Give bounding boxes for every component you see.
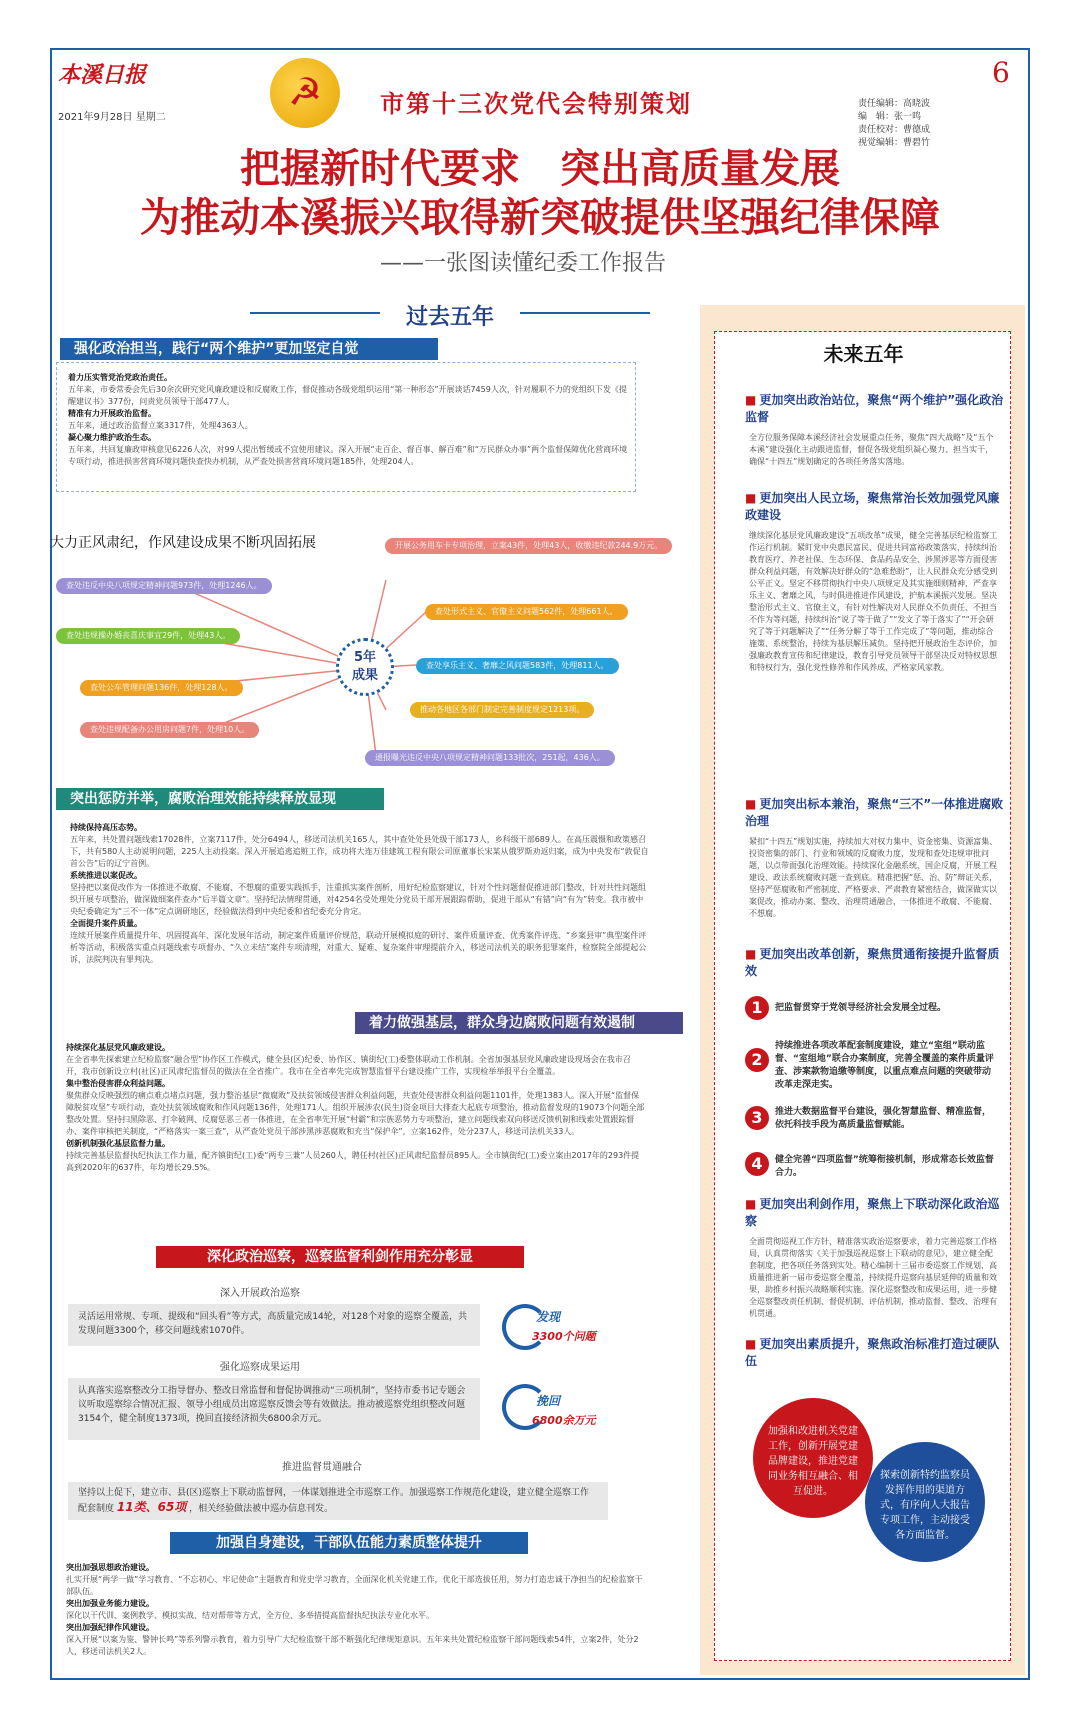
- paragraph: 五年来，共回复廉政审核意见6226人次，对99人提出暂缓或不宜使用建议。深入开展“走百企、督百事、解百难”和“万民群众办事”两个监督保障优化营商环境专项行动，推进损害营商环境问题快查快办机制，从严查处损害营商环境问题185件，处理204人。: [68, 445, 628, 466]
- numbered-text: 推进大数据监督平台建设，强化智慧监督、精准监督，依托科技手段为高质量监督赋能。: [775, 1107, 992, 1130]
- subheadline: ——一张图读懂纪委工作报告: [380, 251, 667, 276]
- stat-value: 3300个问题: [532, 1330, 596, 1343]
- result-pill: 查处违反中央八项规定精神问题973件，处理1246人。: [56, 578, 272, 594]
- section-title-style: 大力正风肃纪，作风建设成果不断巩固拓展: [50, 535, 316, 551]
- section-banner-political: 强化政治担当，践行“两个维护”更加坚定自觉: [60, 338, 438, 360]
- subheading: 突出加强纪律作风建设。: [66, 1623, 154, 1632]
- editor-line: 编 辑：张一鸣: [858, 112, 922, 122]
- subheading: 持续深化基层党风廉政建设。: [66, 1043, 170, 1052]
- special-feature-title: 市第十三次党代会特别策划: [380, 89, 692, 118]
- subheading: 突出加强业务能力建设。: [66, 1599, 154, 1608]
- future-item-body: 全面贯彻巡视工作方针，精准落实政治巡察要求，着力完善巡察工作格局，认真贯彻落实《关于加强巡视巡察上下联动的意见》，建立健全配套制度，把各项任务落到实处。精心编制十三届市委巡察工作规划，高质量推进新一届市委巡察全覆盖，持续提升巡察向基层延伸的质量和效果，助推乡村振兴战略顺利实施。深化巡察整改和成果运用，进一步健全巡察整改责任机制、督促机制、评估机制，推动监督、整改、治理有机贯通。: [749, 1237, 997, 1318]
- paragraph: 五年来，共处置问题线索17028件，立案7117件，处分6494人，移送司法机关165人，其中查处处县处级干部173人，乡科级干部689人。在高压震慑和政策感召下，共有580人主动说明问题，225人主动投案。深入开展追逃追赃工作，成功将大连万佳建筑工程有限公司原董事长宋某从俄罗斯劝返归案，成为中央发布“敦促自首公告”后的辽宁首例。: [70, 835, 649, 868]
- future-item-heading: ■ 更加突出改革创新，聚焦贯通衔接提升监督质效: [745, 946, 1005, 980]
- subheading: 突出加强思想政治建设。: [66, 1563, 154, 1572]
- subheading: 凝心聚力维护政治生态。: [68, 433, 156, 442]
- inspection-subheading: 强化巡察成果运用: [220, 1362, 300, 1373]
- section-banner-anticorruption: 突出惩防并举，腐败治理效能持续释放显现: [56, 788, 384, 810]
- paragraph: ，相关经验做法被中巡办信息刊发。: [189, 1504, 334, 1514]
- five-year-results-hub: [336, 638, 394, 696]
- subheading: 创新机制强化基层监督力量。: [66, 1139, 170, 1148]
- circle-note-supervision: 探索创新特约监察员发挥作用的渠道方式，有序向人大报告专项工作，主动接受各方面监督。: [865, 1442, 985, 1562]
- number-badge: 3: [745, 1106, 769, 1130]
- result-pill: 查处违规配备办公用房问题7件，处理10人。: [80, 722, 259, 738]
- subheading: 精准有力开展政治监督。: [68, 409, 156, 418]
- hub-label: 成果: [351, 668, 378, 683]
- result-pill: 推动各地区各部门制定完善制度规定1213项。: [410, 702, 594, 718]
- hammer-sickle-icon: ☭: [287, 70, 323, 114]
- future-panel-inner: [714, 331, 1011, 1661]
- hub-label: 5年: [353, 650, 377, 665]
- inspection-box: 灵活运用常规、专项、提级和“回头看”等方式，高质量完成14轮，对128个对象的巡察全覆盖，共发现问题3300个，移交问题线索1070件。: [68, 1304, 480, 1346]
- inspection-box: 认真落实巡察整改分工指导督办、整改日常监督和督促协调推动“三项机制”，坚持市委书记专题会议听取巡察综合情况汇报、领导小组成员出席巡察反馈会等有效做法。推动被巡察党组织整改问题3154个，健全制度1373项，挽回直接经济损失6800余万元。: [68, 1378, 480, 1440]
- section-banner-inspection: 深化政治巡察，巡察监督利剑作用充分彰显: [156, 1246, 524, 1268]
- subheading: 全面提升案件质量。: [70, 919, 142, 928]
- future-item-body: 继续深化基层党风廉政建设“五项改革”成果，健全完善基层纪检监察工作运行机制。紧盯党中央惠民富民、促进共同富裕政策落实，持续纠治教育医疗、养老社保、生态环保、食品药品安全、涉黑涉恶等方面侵害群众利益问题，有效解决好群众的“急难愁盼”，让人民群众充分感受到公平正义。坚定不移贯彻执行中央八项规定及其实施细则精神，严查享乐主义、奢靡之风，与时俱进推进作风建设，护航本溪振兴发展。坚决整治形式主义、官僚主义，有针对性解决对人民群众不负责任、不担当不作为等问题，持续纠治“说了等于做了”“发文了等于落实了”“开会研究了等于问题解决了”“任务分解了等于工作完成了”等问题，推动综合施策、系统整治，持续为基层解压减负。坚持把开展政治生态评价，加强廉政教育宣传和纪律建设，教育引导党员领导干部坚决反对特权思想和特权行为，强化党性修养和作风养成，严格家风家教。: [749, 531, 998, 672]
- section-body: [66, 1042, 646, 1174]
- paragraph: 在全省率先探索建立纪检监察“融合型”协作区工作模式，健全县(区)纪委、协作区、镇街纪(工)委整体联动工作机制。全省加强基层党风廉政建设现场会在我市召开，我市创新设立村(社区)正风肃纪监督员的做法在全省推广。我市在全省率先完成智慧监督平台建设推广工作，实现检举举报平台全覆盖。: [66, 1055, 631, 1076]
- editor-line: 视觉编辑：曹碧竹: [858, 138, 931, 148]
- number-badge: 4: [745, 1152, 769, 1176]
- section-title: 过去五年: [405, 305, 494, 330]
- divider: [250, 312, 380, 314]
- highlight-number: 11类、65项: [116, 1500, 187, 1514]
- editor-line: 责任编辑：高晓波: [858, 99, 931, 109]
- past-five-years-heading: [250, 300, 650, 331]
- stat-label: 发现: [536, 1310, 561, 1324]
- section-body: [66, 1562, 646, 1658]
- paragraph: 五年来，市委常委会先后30余次研究党风廉政建设和反腐败工作，督促推动各级党组织运用“第一种形态”开展谈话7459人次，针对履职不力的党组织下发《提醒建议书》377份，问责党员领导干部477人。: [68, 385, 627, 406]
- editor-credits: [858, 98, 1028, 150]
- section-banner-self-building: 加强自身建设，干部队伍能力素质整体提升: [170, 1532, 528, 1554]
- result-pill: 查处公车管理问题136件，处理128人。: [80, 680, 243, 696]
- paragraph: 深化以干代训、案例教学、模拟实战、结对帮带等方式，全方位、多举措提高监督执纪执法专业化水平。: [66, 1611, 434, 1620]
- future-five-years-panel: [700, 305, 1025, 1675]
- subheading: 系统推进以案促改。: [70, 871, 142, 880]
- stat-value: 6800余万元: [532, 1414, 596, 1427]
- result-pill: 开展公务用车卡专项治理，立案43件，处理43人，收缴违纪款244.9万元。: [385, 538, 672, 554]
- newspaper-logo: 本溪日报: [58, 62, 147, 88]
- number-badge: 1: [745, 996, 769, 1020]
- numbered-text: 持续推进各项改革配套制度建设，建立“室组”联动监督、“室组地”联合办案制度，完善全覆盖的案件质量评查、涉案款物追缴等制度，以重点难点问题的突破带动改革走深走实。: [775, 1041, 994, 1090]
- paragraph: 连续开展案件质量提升年、巩固提高年、深化发展年活动，制定案件质量评价规范，联动开展模拟庭的研讨、案件质量评查、优秀案件评选、“乡案县审”典型案件评析等活动，积极落实重点问题线索专项督办、“久立未结”案件专项清理，对重大、疑难、复杂案件审理提前介入，移送司法机关的职务犯罪案件，检察院全部提起公诉，法院判决有罪判决。: [70, 931, 647, 964]
- paragraph: 扎实开展“两学一做”学习教育、“不忘初心、牢记使命”主题教育和党史学习教育，全面深化机关党建工作，优化干部选拔任用，努力打造忠诚干净担当的纪检监察干部队伍。: [66, 1575, 643, 1596]
- subheading: 持续保持高压态势。: [70, 823, 142, 832]
- party-emblem-icon: [270, 58, 340, 128]
- future-item-heading: ■ 更加突出利剑作用，聚焦上下联动深化政治巡察: [745, 1196, 1005, 1230]
- result-pill: 查处违规操办婚丧喜庆事宜29件，处理43人。: [56, 628, 240, 644]
- future-item-heading: ■ 更加突出人民立场，聚焦常治长效加强党风廉政建设: [745, 490, 1005, 524]
- paragraph: 深入开展“以案为鉴、警钟长鸣”等系列警示教育，着力引导广大纪检监察干部不断强化纪律规矩意识。五年来共处置纪检监察干部问题线索54件，立案2件，处分2人，移送司法机关2人。: [66, 1635, 639, 1656]
- main-headline: [60, 145, 1020, 243]
- paragraph: 持续完善基层监督执纪执法工作力量，配齐镇街纪(工)委“两专三兼”人员260人，聘任村(社区)正风肃纪监督员895人。全市镇街纪(工)委立案由2017年的293件提高到2020年的637件，年均增长29.5%。: [66, 1151, 640, 1172]
- issue-date: 2021年9月28日 星期二: [58, 112, 166, 123]
- section-body: [70, 822, 650, 966]
- future-item-heading: ■ 更加突出素质提升，聚焦政治标准打造过硬队伍: [745, 1336, 1005, 1370]
- future-item-heading: ■ 更加突出政治站位，聚焦“两个维护”强化政治监督: [745, 392, 1005, 426]
- circle-note-party-building: 加强和改进机关党建工作，创新开展党建品牌建设，推进党建同业务相互融合、相互促进。: [753, 1398, 873, 1518]
- section-body: [68, 372, 628, 468]
- paragraph: 五年来，通过政治监督立案3317件，处理4363人。: [68, 421, 253, 430]
- paragraph: 坚持把以案促改作为一体推进不敢腐、不能腐、不想腐的重要实践抓手，注重抓实案件剖析，用好纪检监察建议，针对个性问题督促推进部门整改，针对共性问题组织开展专项整治，做深做细案件查办“后半篇文章”。坚持纪法情理贯通，对4254名受处理处分党员干部开展跟踪帮助，促进干部从“有错”向“有为”转变。我市被中央纪委确定为“三不一体”定点调研地区，经验做法得到中央纪委和省纪委充分肯定。: [70, 883, 646, 916]
- paragraph: 坚持以上促下，建立市、县(区)巡察上下联动监督网，一体谋划推进全市巡察工作。加强巡察工作规范化建设，建立健全巡察工作配套制度: [78, 1488, 590, 1514]
- result-pill: 通报曝光违反中央八项规定精神问题133批次，251起，436人。: [365, 750, 615, 766]
- number-badge: 2: [745, 1048, 769, 1072]
- future-item-body: 全方位服务保障本溪经济社会发展重点任务，聚焦“四大战略”及“五个本溪”建设强化主动跟进监督，督促各级党组织凝心聚力、担当实干，确保“十四五”规划确定的各项任务落实落地。: [749, 433, 994, 466]
- divider: [520, 312, 650, 314]
- numbered-text: 健全完善“四项监督”统筹衔接机制，形成常态长效监督合力。: [775, 1155, 994, 1178]
- subheading: 集中整治侵害群众利益问题。: [66, 1079, 170, 1088]
- future-item-body: 紧扣“十四五”规划实施，持续加大对权力集中、资金密集、资源富集、投资密集的部门、行业和领域的反腐败力度，发现和查处违规审批问题，以点带面强化治理效能。持续深化金融系统、国企反腐，开展工程建设、政法系统腐败问题一查到底。精准把握“惩、治、防”辩证关系，坚持严惩腐败和严密制度、严格要求、严肃教育紧密结合，做深做实以案促改，推动办案、整改、治理贯通融合，一体推进不敢腐、不能腐、不想腐。: [749, 837, 998, 918]
- page-number: 6: [992, 56, 1010, 89]
- headline-line-2: 为推动本溪振兴取得新突破提供坚强纪律保障: [140, 194, 940, 241]
- numbered-text: 把监督贯穿于党领导经济社会发展全过程。: [775, 1003, 947, 1013]
- editor-line: 责任校对：曹德成: [858, 125, 931, 135]
- paragraph: 聚焦群众反映强烈的痛点难点堵点问题，强力整治基层“微腐败”及扶贫领域侵害群众利益问题，共查处侵害群众利益问题1101件，处理1383人。深入开展“监督保障脱贫攻坚”专项行动，查处扶贫领域腐败和作风问题136件，处理171人。组织开展涉农(民生)资金项目大排查大起底专项整治，推动监督发现的19073个问题全部整改处置。坚持扫黑除恶、打伞破网、反腐惩恶三者一体推进，在全省率先开展“村霸”和宗族恶势力专项整治，建立问题线索双向移送反馈机制和线索处置跟踪督办、案件审核把关制度，“严格落实一案三查”，从严查处党员干部涉黑涉恶腐败和充当“保护伞”，立案162件，处分237人，移送司法机关33人。: [66, 1091, 645, 1136]
- inspection-subheading: 推进监督贯通融合: [282, 1462, 362, 1473]
- section-title: 未来五年: [823, 342, 904, 366]
- result-pill: 查处享乐主义、奢靡之风问题583件，处理811人。: [416, 658, 619, 674]
- subheading: 着力压实管党治党政治责任。: [68, 373, 172, 382]
- inspection-subheading: 深入开展政治巡察: [220, 1288, 300, 1299]
- section-banner-grassroots: 着力做强基层，群众身边腐败问题有效遏制: [355, 1012, 683, 1034]
- future-item-heading: ■ 更加突出标本兼治，聚焦“三不”一体推进腐败治理: [745, 796, 1005, 830]
- result-pill: 查处形式主义、官僚主义问题562件，处理661人。: [425, 604, 628, 620]
- stat-label: 挽回: [536, 1394, 561, 1408]
- headline-line-1: 把握新时代要求 突出高质量发展: [240, 145, 840, 192]
- inspection-box: [68, 1482, 608, 1520]
